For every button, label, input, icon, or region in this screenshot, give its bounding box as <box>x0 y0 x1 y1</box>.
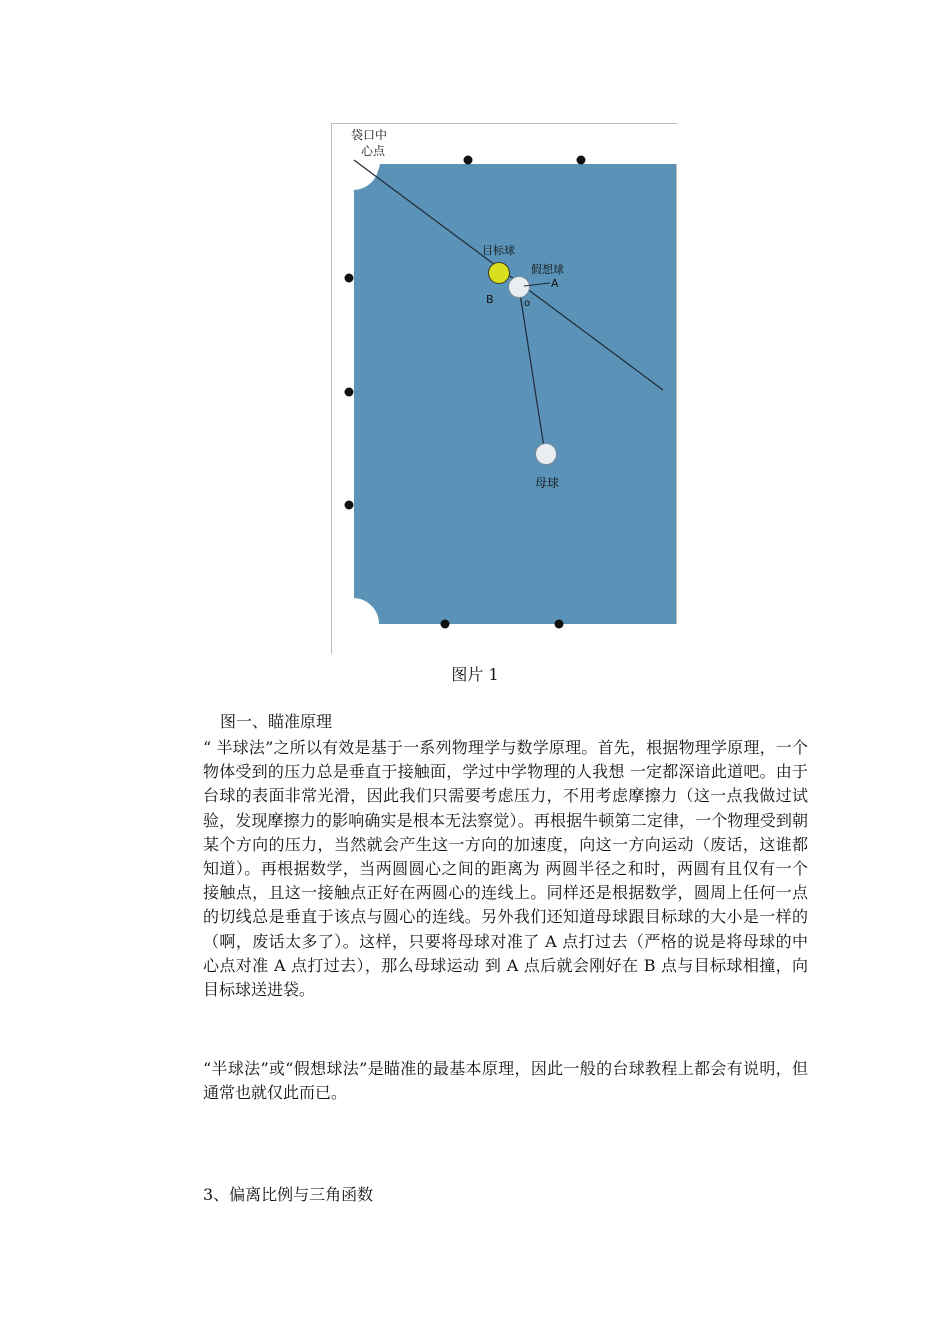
target-ball <box>489 263 510 284</box>
cue-ball <box>536 444 557 465</box>
body-paragraph: “ 半球法”之所以有效是基于一系列物理学与数学原理。首先，根据物理学原理，一个物体受到的压力总是垂直于接触面，学过中学物理的人我想 一定都深谙此道吧。由于台球的表面非常光滑，因此我们只需要考虑压力，不用考虑摩擦力（这一点我做过试验，发现摩擦力的影响确实是根本无法察觉）。再根据牛顿第二定律，一个物理受到朝某个方向的压力，当然就会产生这一方向的加速度，向这一方向运动（废话，这谁都知道）。再根据数学，当两圆圆心之间的距离为 两圆半径之和时，两圆有且仅有一个接触点，且这一接触点正好在两圆心的连线上。同样还是根据数学，圆周上任何一点的切线总是垂直于该点与圆心的连线。另外我们还知道母球跟目标球的大小是一样的（啊，废话太多了）。这样，只要将母球对准了 A 点打过去（严格的说是将母球的中心点对准 A 点打过去），那么母球运动 到 A 点后就会刚好在 B 点与目标球相撞，向目标球送进袋。 <box>203 738 808 1000</box>
diamond <box>441 620 450 629</box>
ghost-ball <box>509 277 530 298</box>
diamond <box>345 274 354 283</box>
diamond <box>577 156 586 165</box>
section-heading: 3、偏离比例与三角函数 <box>203 1185 374 1204</box>
pocket-center-label-1: 袋口中 <box>351 128 388 142</box>
table-surface <box>353 164 676 655</box>
diamond <box>555 620 564 629</box>
aiming-diagram <box>331 123 677 654</box>
aiming-diagram-svg <box>332 124 678 655</box>
section-title: 图一、瞄准原理 <box>220 712 333 731</box>
point-a-label: A <box>551 277 559 290</box>
diamond <box>464 156 473 165</box>
diamond <box>345 501 354 510</box>
point-b-label: B <box>486 293 494 306</box>
ghost-ball-label: 假想球 <box>531 263 564 276</box>
figure-caption: 图片 1 <box>451 665 499 684</box>
body-paragraph: “半球法”或“假想球法”是瞄准的最基本原理，因此一般的台球教程上都会有说明，但通常也就仅此而已。 <box>203 1059 808 1103</box>
target-ball-label: 目标球 <box>482 244 515 257</box>
pocket-center-label-2: 心点 <box>361 144 386 158</box>
cue-ball-label: 母球 <box>535 476 560 490</box>
diamond <box>345 388 354 397</box>
point-o-label: o <box>524 298 531 309</box>
